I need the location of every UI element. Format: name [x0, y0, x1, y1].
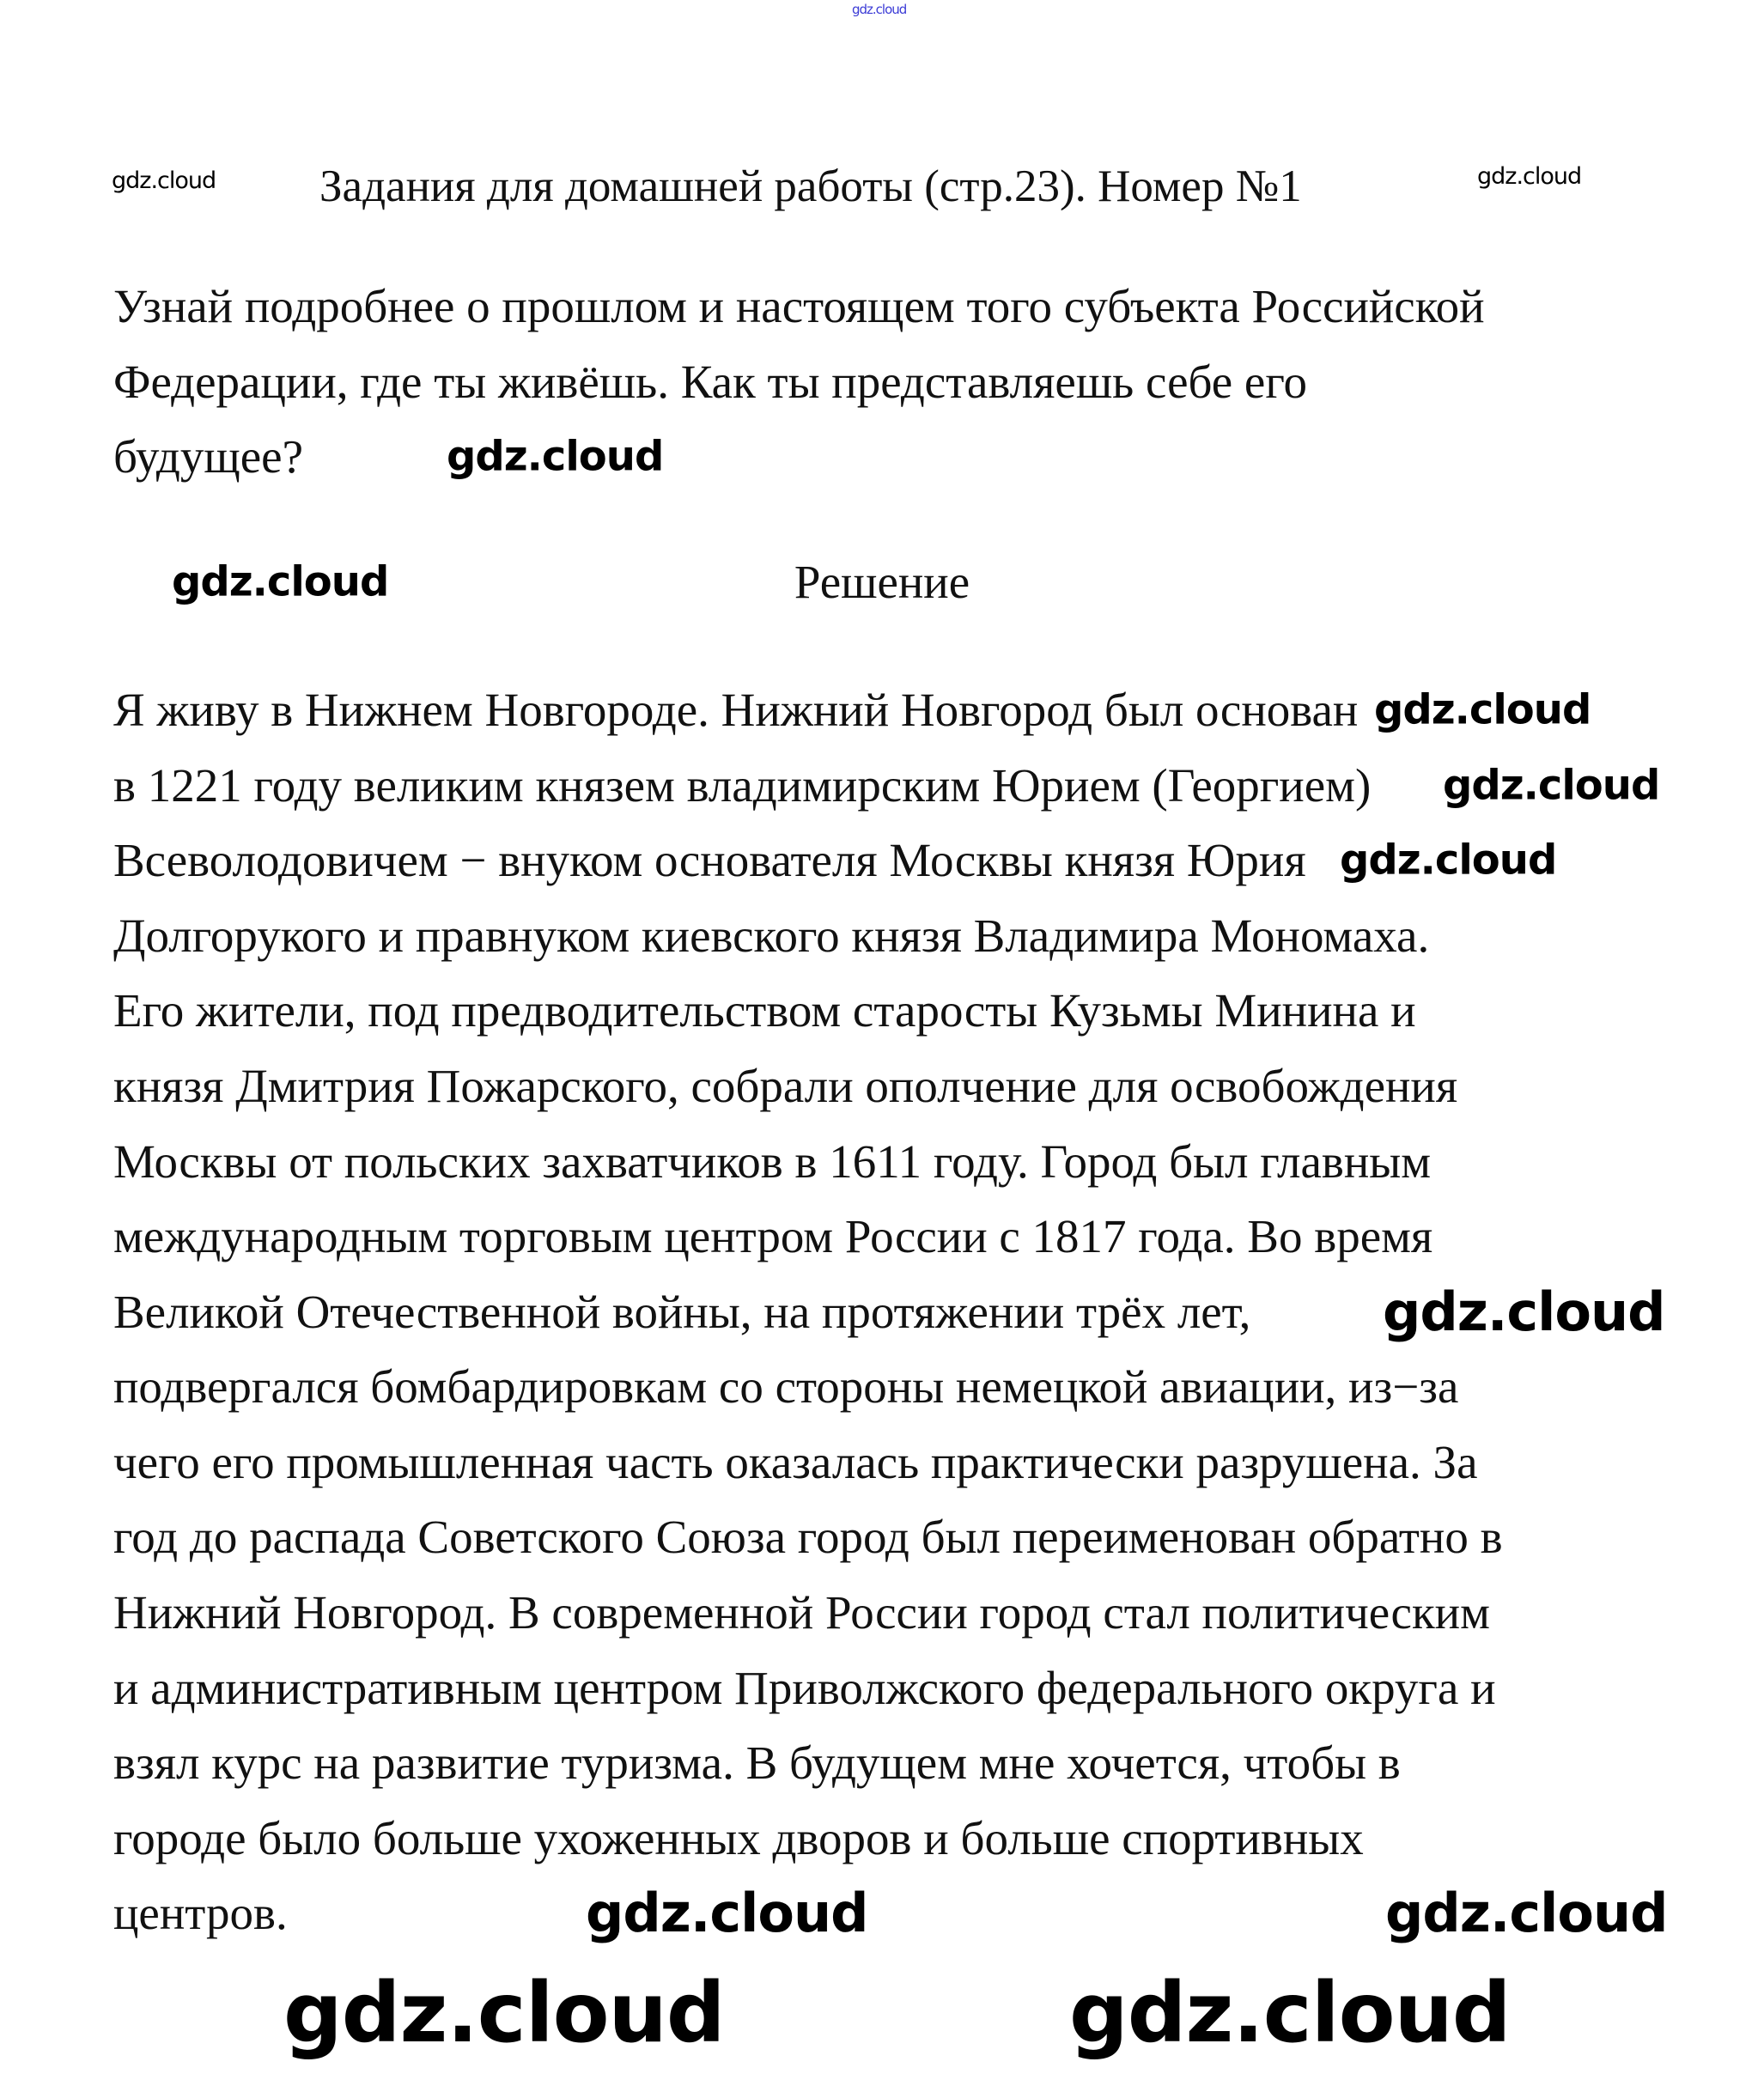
answer-line: Всеволодовичем − внуком основателя Москвы князя Юрия [113, 834, 1306, 886]
answer-line: международным торговым центром России с 1817 года. Во время [113, 1210, 1433, 1262]
answer-line: Москвы от польских захватчиков в 1611 году. Город был главным [113, 1135, 1432, 1188]
watermark: gdz.cloud [283, 1965, 725, 2062]
watermark: gdz.cloud [1443, 761, 1660, 810]
answer-line: чего его промышленная часть оказалась практически разрушена. За [113, 1436, 1478, 1488]
answer-line: и административным центром Приволжского федерального округа и [113, 1662, 1496, 1714]
watermark-top: gdz.cloud [852, 1, 907, 17]
answer-line: князя Дмитрия Пожарского, собрали ополчение для освобождения [113, 1060, 1458, 1112]
answer-line: центров. [113, 1887, 288, 1939]
watermark: gdz.cloud [447, 432, 664, 481]
answer-line: городе было больше ухоженных дворов и больше спортивных [113, 1812, 1364, 1864]
watermark: gdz.cloud [172, 557, 389, 606]
watermark: gdz.cloud [1374, 685, 1591, 734]
answer-line: взял курс на развитие туризма. В будущем мне хочется, чтобы в [113, 1736, 1401, 1789]
watermark: gdz.cloud [1385, 1881, 1668, 1944]
question-line: Узнай подробнее о прошлом и настоящем того субъекта Российской [113, 280, 1485, 332]
watermark: gdz.cloud [1340, 836, 1557, 885]
answer-line: Нижний Новгород. В современной России город стал политическим [113, 1586, 1490, 1639]
answer-line: Долгорукого и правнуком киевского князя Владимира Мономаха. [113, 909, 1430, 962]
question-line: будущее? [113, 430, 303, 483]
page-title: Задания для домашней работы (стр.23). Номер №1 [319, 161, 1302, 211]
watermark-header-right: gdz.cloud [1477, 163, 1582, 191]
watermark: gdz.cloud [1383, 1280, 1665, 1343]
question-line: Федерации, где ты живёшь. Как ты представляешь себе его [113, 356, 1308, 408]
solution-heading: Решение [794, 556, 970, 608]
answer-line: Я живу в Нижнем Новгороде. Нижний Новгород был основан [113, 684, 1359, 736]
answer-line: в 1221 году великим князем владимирским Юрием (Георгием) [113, 759, 1372, 812]
watermark-header-left: gdz.cloud [112, 167, 216, 195]
answer-line: год до распада Советского Союза город был переименован обратно в [113, 1511, 1503, 1563]
answer-line: Великой Отечественной войны, на протяжении трёх лет, [113, 1286, 1251, 1338]
answer-line: Его жители, под предводительством старосты Кузьмы Минина и [113, 984, 1416, 1037]
watermark: gdz.cloud [586, 1881, 868, 1944]
answer-line: подвергался бомбардировкам со стороны немецкой авиации, из−за [113, 1360, 1459, 1413]
watermark: gdz.cloud [1069, 1965, 1511, 2062]
